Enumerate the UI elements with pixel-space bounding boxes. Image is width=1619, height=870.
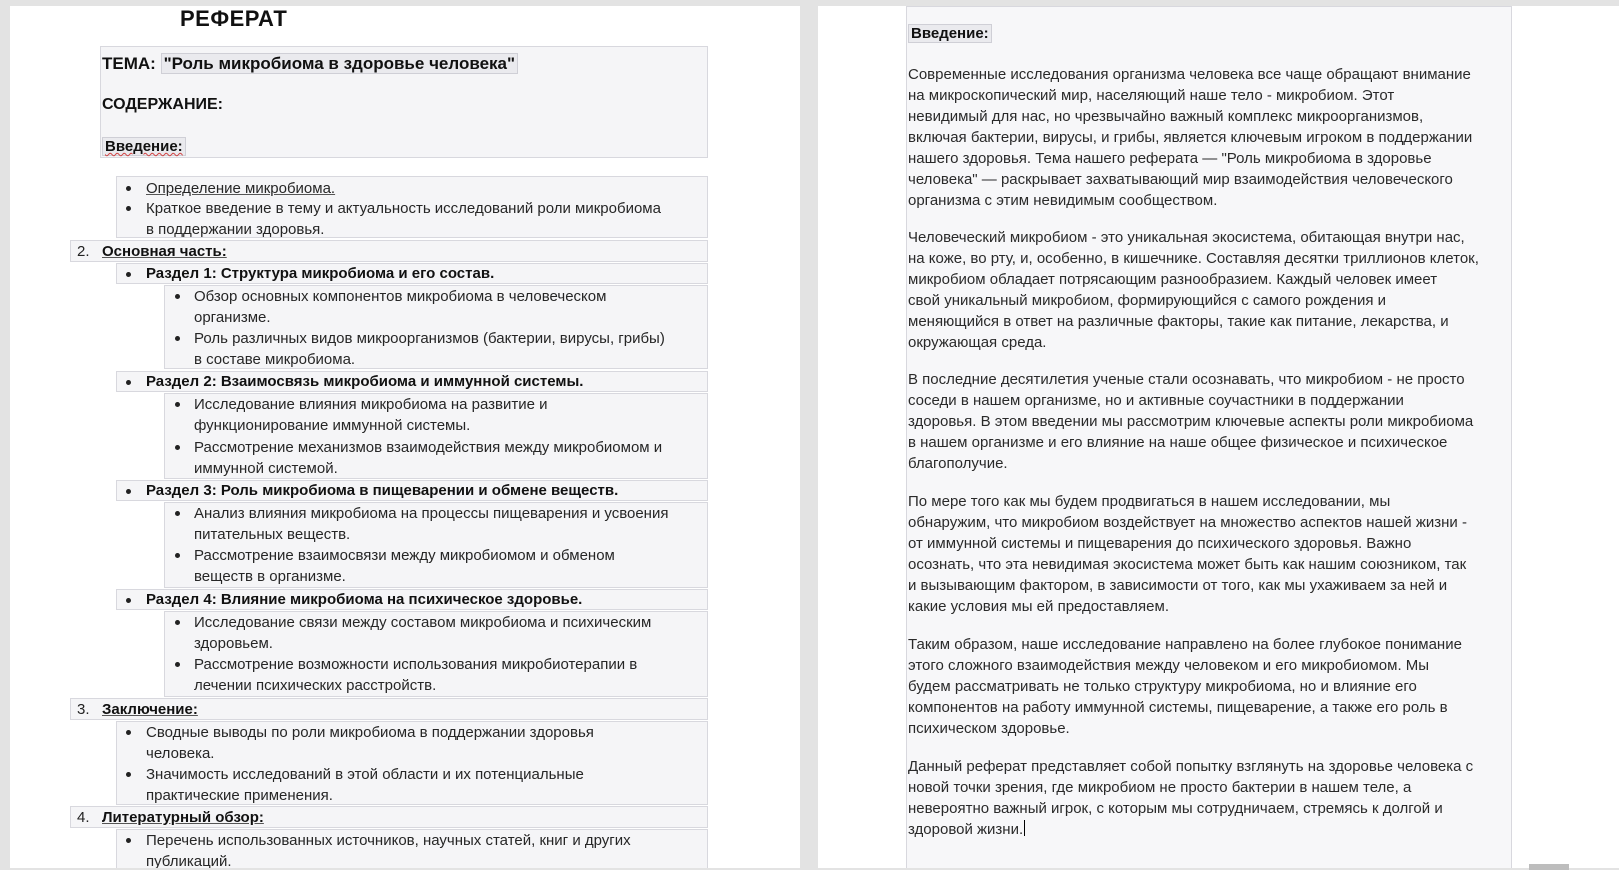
paragraph-line: на коже, во рту, и, особенно, в кишечнике. Составляя десятки триллионов клеток, [908,250,1479,267]
paragraph-line: психическом здоровье. [908,720,1070,737]
paragraph-2[interactable] [908,227,1518,353]
intro-item-1[interactable]: Определение микробиома. [146,180,336,197]
section4-heading[interactable]: Литературный обзор: [102,809,264,826]
part3-item-1[interactable]: Анализ влияния микробиома на процессы пищеварения и усвоения [194,505,669,522]
paragraph-line: будем рассматривать не только структуру микробиома, но и влияние его [908,678,1417,695]
document-page-left[interactable] [10,6,800,868]
bullet-icon [126,489,131,494]
part2-item-1-cont[interactable]: функционирование иммунной системы. [194,417,471,434]
document-page-right[interactable] [818,6,1619,868]
part4-heading[interactable]: Раздел 4: Влияние микробиома на психическое здоровье. [146,591,583,608]
conclusion-item-2[interactable]: Значимость исследований в этой области и их потенциальные [146,766,584,783]
bullet-icon [175,336,180,341]
literature-item-1[interactable]: Перечень использованных источников, научных статей, книг и других [146,832,631,849]
topic-value[interactable]: "Роль микробиома в здоровье человека" [161,53,519,74]
part4-item-2-cont[interactable]: лечении психических расстройств. [194,677,437,694]
part1-item-1-cont[interactable]: организме. [194,309,271,326]
paragraph-line: организма с этим невидимым сообществом. [908,192,1218,209]
paragraph-line: от иммунной системы и пищеварения до психического здоровья. Важно [908,535,1412,552]
bullet-icon [175,662,180,667]
part4-item-1-cont[interactable]: здоровьем. [194,635,273,652]
paragraph-line: обнаружим, что микробиом воздействует на множество аспектов нашей жизни - [908,514,1467,531]
paragraph-line: нашего здоровья. Тема нашего реферата — "Роль микробиома в здоровье [908,150,1432,167]
bullet-icon [126,206,131,211]
paragraph-line: этого сложного взаимодействия между человеком и его микробиомом. Мы [908,657,1430,674]
intro-heading-text: Введение: [102,137,186,156]
part2-item-2[interactable]: Рассмотрение механизмов взаимодействия между микробиомом и [194,439,663,456]
bullet-icon [126,838,131,843]
topic-label: ТЕМА: [102,54,156,73]
part3-item-2[interactable]: Рассмотрение взаимосвязи между микробиомом и обменом [194,547,615,564]
paragraph-line: включая бактерии, вирусы, и грибы, является ключевым игроком в поддержании [908,129,1473,146]
paragraph-line: Современные исследования организма человека все чаще обращают внимание [908,66,1471,83]
paragraph-line: микробиом обладает потрясающим разнообразием. Каждый человек имеет [908,271,1438,288]
scrollbar-thumb[interactable] [1529,864,1569,870]
bullet-icon [175,402,180,407]
part2-item-1[interactable]: Исследование влияния микробиома на развитие и [194,396,548,413]
paragraph-line: здоровой жизни. [908,821,1024,838]
section2-heading[interactable]: Основная часть: [102,243,227,260]
literature-item-1-cont[interactable]: публикаций. [146,853,232,868]
paragraph-line: соседи в нашем организме, но и активные соучастники в поддержании [908,392,1404,409]
paragraph-last-line [908,819,1518,840]
section2-number: 2. [77,243,90,260]
paragraph-line: и вызывающим фактором, в зависимости от того, как мы ухаживаем за ней и [908,577,1448,594]
section4-number: 4. [77,809,90,826]
bullet-icon [126,598,131,603]
paragraph-3[interactable] [908,369,1518,474]
conclusion-item-1[interactable]: Сводные выводы по роли микробиома в поддержании здоровья [146,724,594,741]
bullet-icon [175,445,180,450]
paragraph-line: Данный реферат представляет собой попытку взглянуть на здоровье человека с [908,758,1474,775]
paragraph-line: компонентов на работу иммунной системы, пищеварение, а также его роль в [908,699,1448,716]
section3-number: 3. [77,701,90,718]
intro-item-2-cont[interactable]: в поддержании здоровья. [146,221,325,238]
part2-heading[interactable]: Раздел 2: Взаимосвязь микробиома и иммунной системы. [146,373,584,390]
intro-heading[interactable] [102,136,186,157]
bullet-icon [175,294,180,299]
part4-item-2[interactable]: Рассмотрение возможности использования микробиотерапии в [194,656,638,673]
paragraph-line: Человеческий микробиом - это уникальная экосистема, обитающая внутри нас, [908,229,1465,246]
bullet-icon [126,380,131,385]
part1-item-2[interactable]: Роль различных видов микроорганизмов (бактерии, вирусы, грибы) [194,330,665,347]
paragraph-line: человека" — раскрывает захватывающий мир взаимодействия человеческого [908,171,1453,188]
part3-heading[interactable]: Раздел 3: Роль микробиома в пищеварении и обмене веществ. [146,482,619,499]
bullet-icon [126,730,131,735]
part3-item-2-cont[interactable]: веществ в организме. [194,568,346,585]
bullet-icon [126,272,131,277]
bullet-icon [175,553,180,558]
paragraph-line: В последние десятилетия ученые стали осознавать, что микробиом - не просто [908,371,1465,388]
intro-item-2[interactable]: Краткое введение в тему и актуальность исследований роли микробиома [146,200,661,217]
paragraph-line: в нашем организме и его влияние на наше общее физическое и психическое [908,434,1448,451]
document-title: РЕФЕРАТ [180,6,288,31]
paragraph-line: невидимый для нас, но чрезвычайно важный комплекс микроорганизмов, [908,108,1424,125]
paragraph-line: на микроскопический мир, населяющий наше тело - микробиом. Этот [908,87,1395,104]
part1-item-1[interactable]: Обзор основных компонентов микробиома в человеческом [194,288,607,305]
bullet-icon [126,772,131,777]
paragraph-line: новой точки зрения, где микробиом не просто бактерии в нашем теле, а [908,779,1412,796]
paragraph-line: меняющийся в ответ на различные факторы, такие как питание, лекарства, и [908,313,1449,330]
paragraph-line: свой уникальный микробиом, формирующийся с самого рождения и [908,292,1386,309]
paragraph-6[interactable] [908,756,1518,840]
paragraph-4[interactable] [908,491,1518,617]
intro-section-heading-text: Введение: [908,24,992,43]
text-cursor [1024,820,1025,836]
intro-section-heading[interactable] [908,23,992,44]
paragraph-line: По мере того как мы будем продвигаться в нашем исследовании, мы [908,493,1391,510]
bullet-icon [126,186,131,191]
conclusion-item-1-cont[interactable]: человека. [146,745,215,762]
paragraph-1[interactable] [908,64,1518,211]
paragraph-line: Таким образом, наше исследование направлено на более глубокое понимание [908,636,1462,653]
paragraph-line: невероятно важный игрок, с которым мы сотрудничаем, стремясь к долгой и [908,800,1443,817]
part1-heading[interactable]: Раздел 1: Структура микробиома и его состав. [146,265,495,282]
part2-item-2-cont[interactable]: иммунной системой. [194,460,338,477]
contents-label: СОДЕРЖАНИЕ: [102,96,223,113]
paragraph-line: окружающая среда. [908,334,1047,351]
part3-item-1-cont[interactable]: питательных веществ. [194,526,351,543]
paragraph-5[interactable] [908,634,1518,739]
paragraph-line: какие условия мы ей предоставляем. [908,598,1170,615]
part4-item-1[interactable]: Исследование связи между составом микробиома и психическим [194,614,652,631]
paragraph-line: осознать, что эта невидимая экосистема может быть как нашим союзником, так [908,556,1467,573]
part1-item-2-cont[interactable]: в составе микробиома. [194,351,356,368]
topic-line[interactable] [102,52,518,76]
conclusion-item-2-cont[interactable]: практические применения. [146,787,333,804]
bullet-icon [175,511,180,516]
section3-heading[interactable]: Заключение: [102,701,198,718]
paragraph-line: здоровья. В этом введении мы рассмотрим ключевые аспекты роли микробиома [908,413,1474,430]
bullet-icon [175,620,180,625]
paragraph-line: благополучие. [908,455,1008,472]
